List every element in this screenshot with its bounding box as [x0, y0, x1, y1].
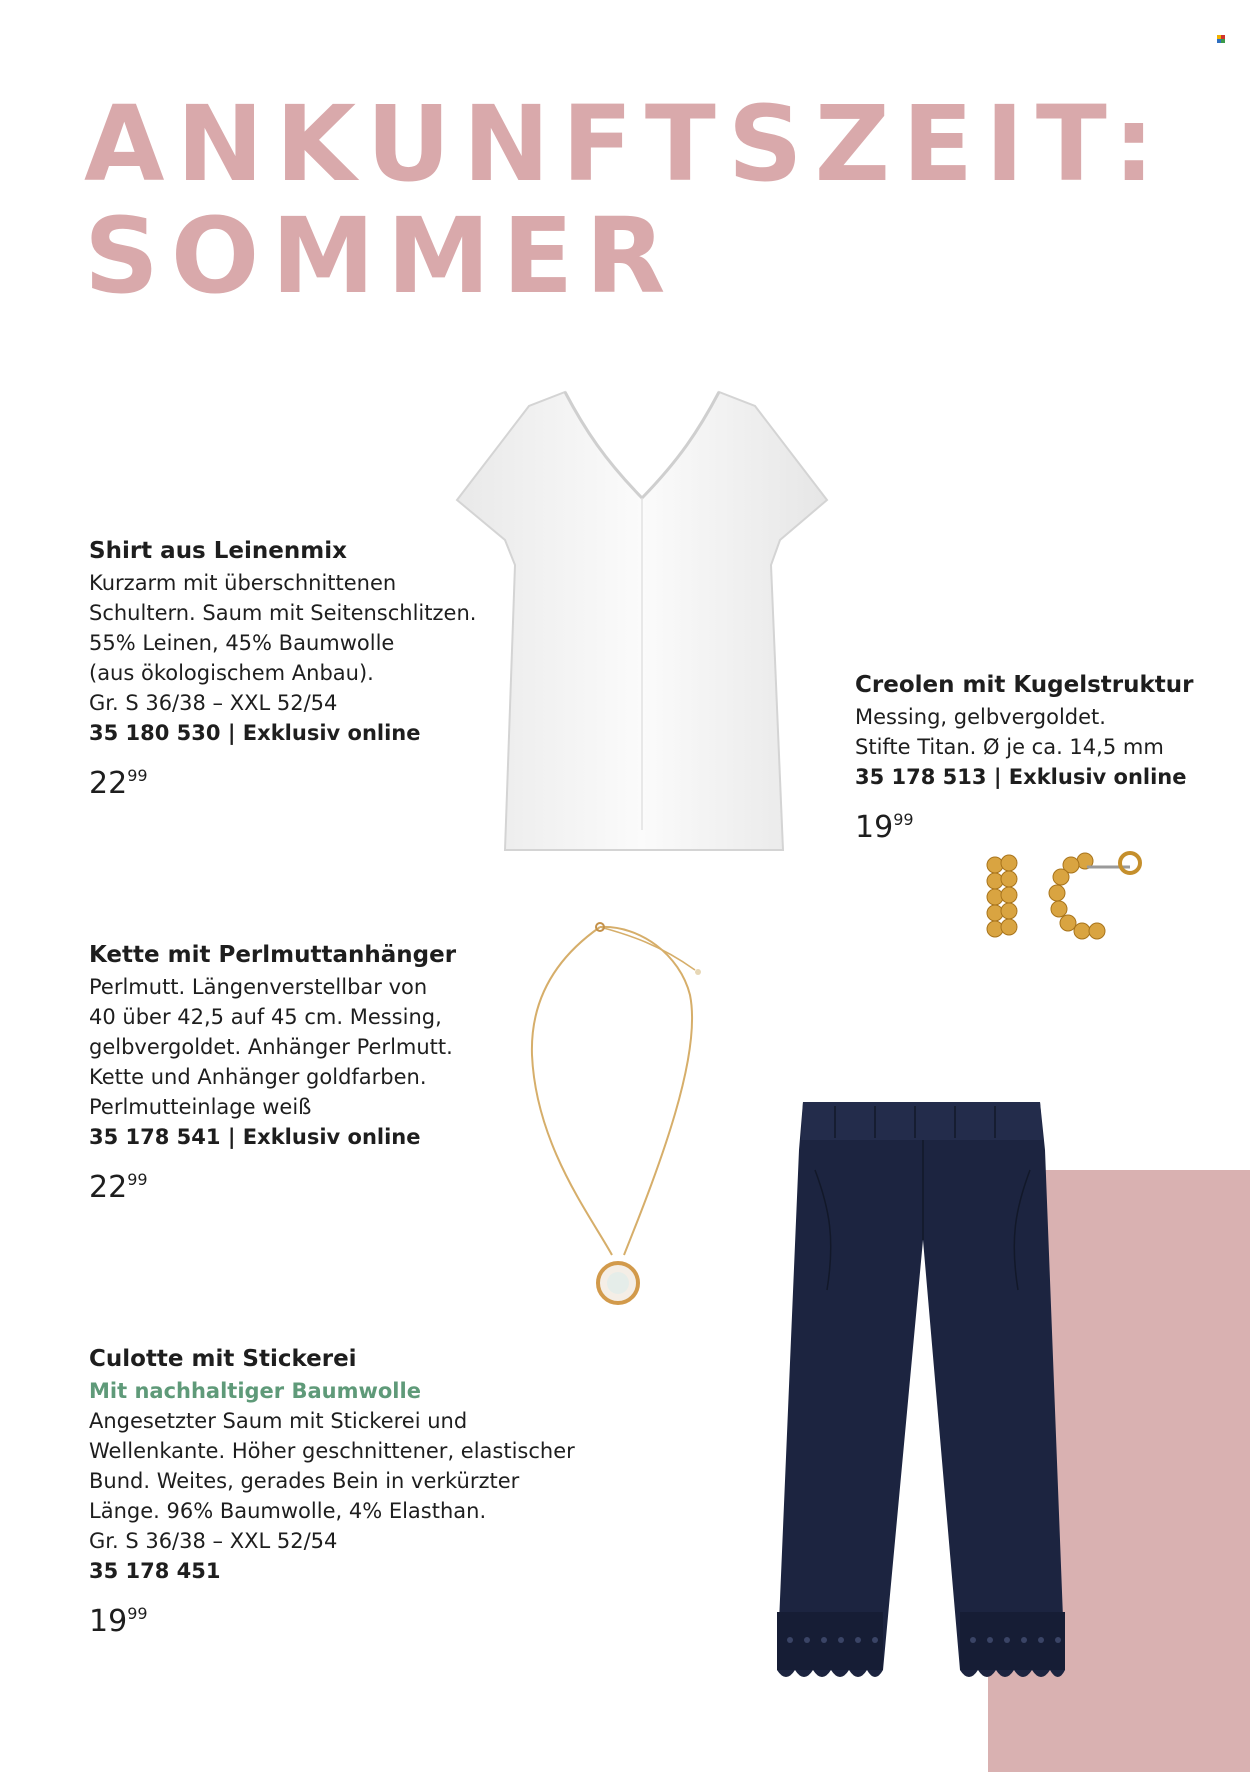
product-desc-line: gelbvergoldet. Anhänger Perlmutt. — [89, 1035, 453, 1059]
product-kette — [89, 940, 456, 1206]
price-main: 19 — [855, 810, 894, 845]
product-desc-line: Wellenkante. Höher geschnittener, elastischer — [89, 1439, 575, 1463]
product-desc-line: Bund. Weites, gerades Bein in verkürzter — [89, 1469, 520, 1493]
product-culotte — [89, 1344, 575, 1640]
price — [89, 1596, 575, 1640]
headline-line-1: ANKUNFTSZEIT: — [84, 83, 1167, 205]
product-desc-line: (aus ökologischem Anbau). — [89, 661, 374, 685]
price-cents: 99 — [127, 766, 148, 785]
hoop-earrings-icon — [975, 845, 1145, 950]
product-desc-line: Gr. S 36/38 – XXL 52/54 — [89, 691, 338, 715]
corner-logo-icon — [1217, 35, 1227, 45]
price-main: 19 — [89, 1604, 128, 1639]
product-desc-line: Messing, gelbvergoldet. — [855, 705, 1106, 729]
product-desc-line: Länge. 96% Baumwolle, 4% Elasthan. — [89, 1499, 487, 1523]
product-subtitle: Mit nachhaltiger Baumwolle — [89, 1379, 421, 1403]
price — [89, 758, 476, 802]
headline-line-2: SOMMER — [84, 195, 678, 317]
price — [855, 802, 1194, 846]
product-name: Kette mit Perlmuttanhänger — [89, 942, 457, 968]
price-main: 22 — [89, 1170, 128, 1205]
white-shirt-icon — [455, 390, 829, 860]
price-cents: 99 — [127, 1170, 148, 1189]
product-desc-line: Perlmutt. Längenverstellbar von — [89, 975, 428, 999]
product-desc-line: 40 über 42,5 auf 45 cm. Messing, — [89, 1005, 442, 1029]
article-number: 35 180 530 | Exklusiv online — [89, 721, 421, 745]
product-desc-line: Perlmutteinlage weiß — [89, 1095, 312, 1119]
product-desc-line: Schultern. Saum mit Seitenschlitzen. — [89, 601, 477, 625]
product-name: Culotte mit Stickerei — [89, 1346, 357, 1372]
product-desc-line: Kurzarm mit überschnittenen — [89, 571, 397, 595]
product-desc-line: Angesetzter Saum mit Stickerei und — [89, 1409, 468, 1433]
product-desc-line: 55% Leinen, 45% Baumwolle — [89, 631, 395, 655]
article-number: 35 178 541 | Exklusiv online — [89, 1125, 421, 1149]
product-desc-line: Stifte Titan. Ø je ca. 14,5 mm — [855, 735, 1164, 759]
product-name: Shirt aus Leinenmix — [89, 538, 347, 564]
price — [89, 1162, 456, 1206]
price-cents: 99 — [127, 1604, 148, 1623]
product-shirt — [89, 536, 476, 802]
navy-culotte-icon — [775, 1100, 1070, 1695]
product-desc-line: Gr. S 36/38 – XXL 52/54 — [89, 1529, 338, 1553]
article-number: 35 178 451 — [89, 1559, 221, 1583]
product-creolen — [855, 670, 1194, 846]
product-name: Creolen mit Kugelstruktur — [855, 672, 1194, 698]
pendant-necklace-icon — [520, 915, 720, 1305]
price-cents: 99 — [893, 810, 914, 829]
price-main: 22 — [89, 766, 128, 801]
article-number: 35 178 513 | Exklusiv online — [855, 765, 1187, 789]
headline — [84, 83, 1167, 317]
product-desc-line: Kette und Anhänger goldfarben. — [89, 1065, 427, 1089]
